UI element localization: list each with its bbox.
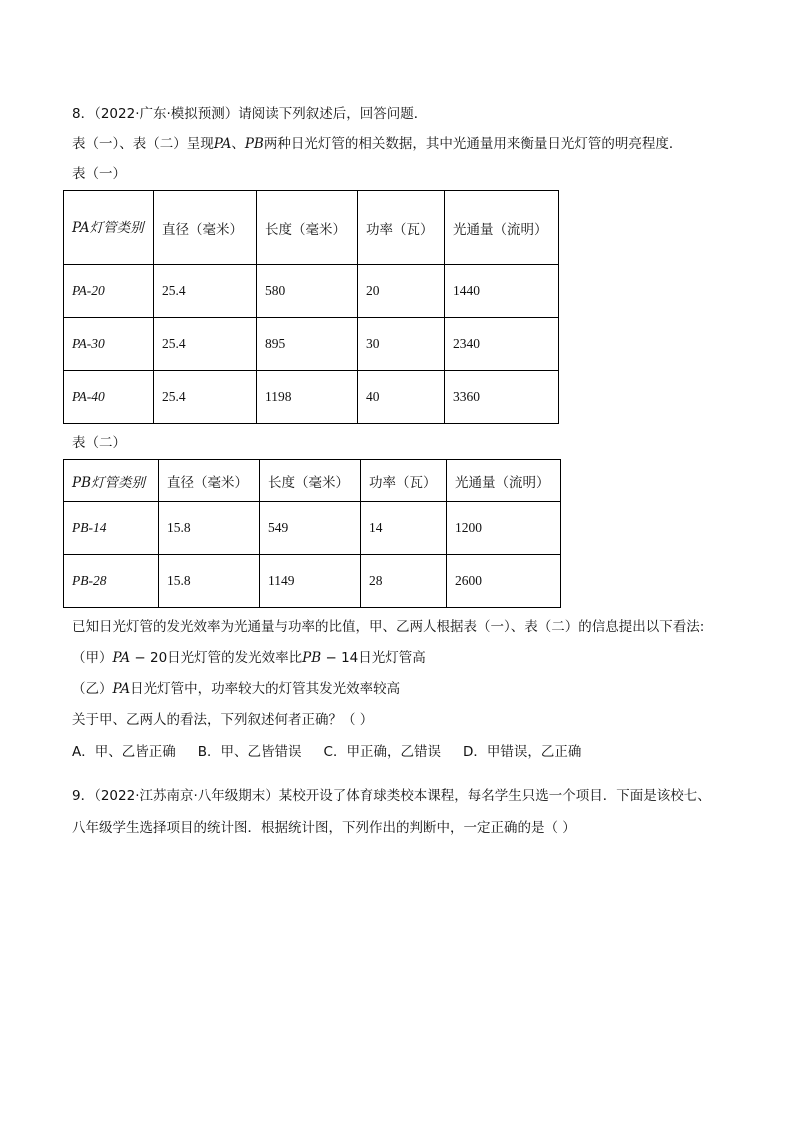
opinion-yi-label: （乙） [72, 681, 113, 697]
option-d[interactable]: D．甲错误，乙正确 [462, 744, 582, 760]
opinion-yi-pa: PA [112, 681, 131, 697]
table-header-row [64, 460, 561, 502]
question-9-line-2: 八年级学生选择项目的统计图．根据统计图，下列作出的判断中，一定正确的是（ ） [72, 820, 576, 836]
intro-text-pre: 表（一）、表（二）呈现 [72, 136, 214, 152]
intro-sep: 、 [231, 136, 245, 152]
question-8-intro [72, 134, 682, 154]
opinion-jia-label: （甲） [72, 650, 113, 666]
table-header-cell: 长度（毫米） [260, 460, 361, 502]
table-header-cell: 直径（毫米） [159, 460, 260, 502]
table-header-cell: PB灯管类别 [64, 460, 159, 502]
table-cell: 1200 [447, 502, 561, 555]
table-cell: 25.4 [154, 371, 257, 424]
table-2 [63, 459, 561, 608]
question-8-options [72, 742, 581, 762]
option-a[interactable]: A．甲、乙皆正确 [72, 744, 176, 760]
table-cell: 20 [358, 265, 445, 318]
table-cell: 2340 [445, 318, 559, 371]
table-cell: 895 [257, 318, 358, 371]
question-8-statement: 已知日光灯管的发光效率为光通量与功率的比值，甲、乙两人根据表（一）、表（二）的信息提出以下看法: [72, 619, 705, 635]
table-cell: 2600 [447, 555, 561, 608]
table-header-cell: 长度（毫米） [257, 191, 358, 265]
question-8-heading: 8．（2022·广东·模拟预测）请阅读下列叙述后，回答问题． [72, 106, 428, 122]
table-row [64, 265, 559, 318]
question-8-prompt: 关于甲、乙两人的看法，下列叙述何者正确？（ ） [72, 712, 374, 728]
table-cell: 28 [361, 555, 447, 608]
table-1-caption: 表（一） [72, 166, 126, 182]
table-cell: 25.4 [154, 318, 257, 371]
intro-pa: PA [213, 136, 232, 152]
table-row [64, 555, 561, 608]
opinion-yi-text: 日光灯管中，功率较大的灯管其发光效率较高 [130, 681, 401, 697]
table-row [64, 371, 559, 424]
table-header-row [64, 191, 559, 265]
table-row [64, 318, 559, 371]
intro-text-post: 两种日光灯管的相关数据，其中光通量用来衡量日光灯管的明亮程度． [263, 136, 683, 152]
table-cell: 580 [257, 265, 358, 318]
table-cell: 40 [358, 371, 445, 424]
table-header-cell: 功率（瓦） [358, 191, 445, 265]
table-cell: 15.8 [159, 555, 260, 608]
option-b[interactable]: B．甲、乙皆错误 [197, 744, 302, 760]
opinion-jia-pa: PA [112, 650, 131, 666]
table-cell: 14 [361, 502, 447, 555]
table-cell: PA-40 [64, 371, 154, 424]
table-header-cell: 直径（毫米） [154, 191, 257, 265]
opinion-jia-text-2: − 14日光灯管高 [321, 650, 426, 666]
intro-pb: PB [244, 136, 264, 152]
opinion-jia [72, 648, 426, 668]
table-cell: 3360 [445, 371, 559, 424]
table-cell: 1440 [445, 265, 559, 318]
table-cell: 30 [358, 318, 445, 371]
option-c[interactable]: C．甲正确，乙错误 [323, 744, 441, 760]
opinion-jia-text-1: − 20日光灯管的发光效率比 [130, 650, 303, 666]
table-header-cell: 光通量（流明） [447, 460, 561, 502]
table-cell: PB-14 [64, 502, 159, 555]
opinion-jia-pb: PB [302, 650, 322, 666]
table-cell: PA-30 [64, 318, 154, 371]
table-header-cell: 光通量（流明） [445, 191, 559, 265]
table-cell: 549 [260, 502, 361, 555]
table-cell: 25.4 [154, 265, 257, 318]
table-cell: 1198 [257, 371, 358, 424]
table-cell: 15.8 [159, 502, 260, 555]
table-row [64, 502, 561, 555]
table-cell: PA-20 [64, 265, 154, 318]
opinion-yi [72, 679, 400, 699]
question-9-line-1: 9．（2022·江苏南京·八年级期末）某校开设了体育球类校本课程，每名学生只选一个项目．下面是该校七、 [72, 788, 711, 804]
table-cell: 1149 [260, 555, 361, 608]
table-1 [63, 190, 559, 424]
table-header-cell: 功率（瓦） [361, 460, 447, 502]
table-2-caption: 表（二） [72, 435, 126, 451]
table-header-cell: PA灯管类别 [64, 191, 154, 265]
table-cell: PB-28 [64, 555, 159, 608]
